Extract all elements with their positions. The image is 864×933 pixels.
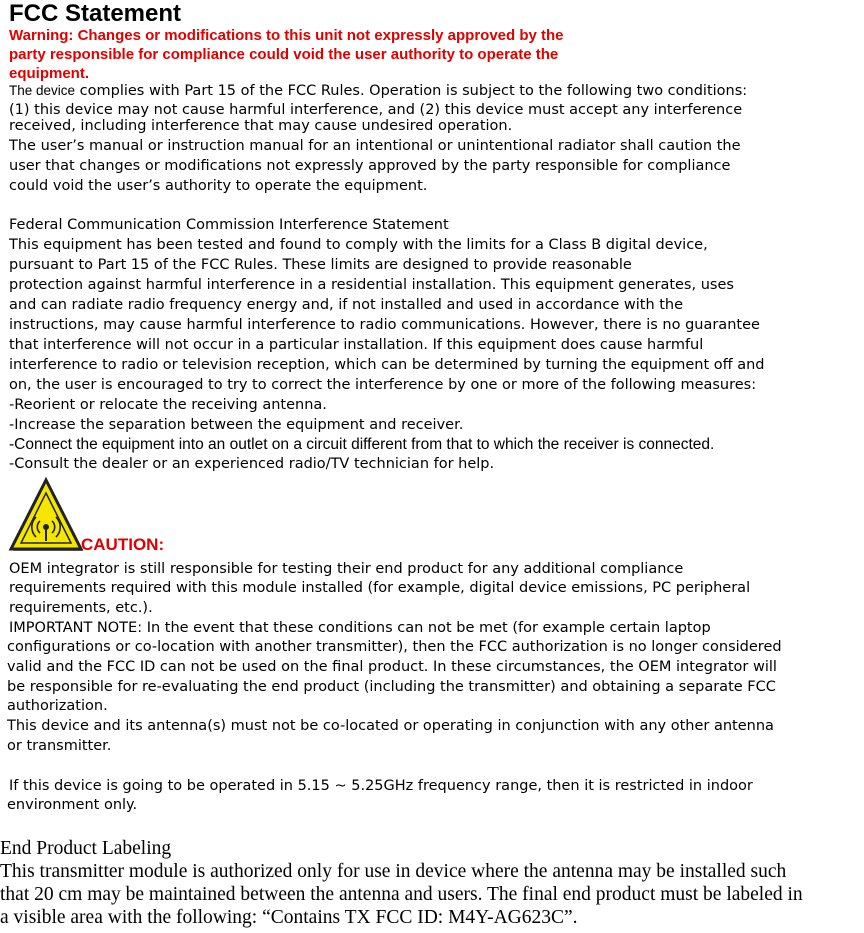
compliance-line-3: received, including interference that may cause undesired operation. <box>9 118 513 134</box>
caution-line-2: requirements required with this module installed (for example, digital device emissions, PC peripheral <box>9 580 751 596</box>
warning-line-2: party responsible for compliance could void the user authority to operate the <box>9 46 559 63</box>
compliance-line-6: could void the user’s authority to operate the equipment. <box>9 178 428 194</box>
interference-line-4: and can radiate radio frequency energy and, if not installed and used in accordance with the <box>9 297 684 313</box>
caution-label: CAUTION: <box>81 535 165 554</box>
interference-line-6: that interference will not occur in a particular installation. If this equipment does cause harmful <box>9 337 704 353</box>
measure-4: -Consult the dealer or an experienced radio/TV technician for help. <box>9 456 495 472</box>
measure-3: -Connect the equipment into an outlet on a circuit different from that to which the receiver is connected. <box>9 436 715 453</box>
measure-1: -Reorient or relocate the receiving antenna. <box>9 397 327 413</box>
caution-line-4: IMPORTANT NOTE: In the event that these conditions can not be met (for example certain laptop <box>9 620 711 636</box>
interference-line-2: pursuant to Part 15 of the FCC Rules. These limits are designed to provide reasonable <box>9 257 632 273</box>
warning-line-1: Warning: Changes or modifications to this unit not expressly approved by the <box>9 27 564 44</box>
compliance-line-2: (1) this device may not cause harmful interference, and (2) this device must accept any interference <box>9 102 743 118</box>
measure-2: -Increase the separation between the equipment and receiver. <box>9 417 464 433</box>
labeling-line-1: This transmitter module is authorized only for use in device where the antenna may be installed such <box>0 861 787 882</box>
frequency-line-2: environment only. <box>7 797 138 813</box>
caution-line-8: authorization. <box>7 698 108 714</box>
compliance-line-1 <box>9 83 747 99</box>
frequency-line-1: If this device is going to be operated in 5.15 ~ 5.25GHz frequency range, then it is restricted in indoor <box>9 778 753 794</box>
labeling-line-2: that 20 cm may be maintained between the antenna and users. The final end product must be labeled in <box>0 884 803 905</box>
fcc-statement-title: FCC Statement <box>9 0 182 27</box>
caution-line-3: requirements, etc.). <box>9 600 153 616</box>
labeling-heading: End Product Labeling <box>0 838 172 859</box>
interference-line-5: instructions, may cause harmful interference to radio communications. However, there is no guarantee <box>9 317 760 333</box>
caution-line-1: OEM integrator is still responsible for testing their end product for any additional compliance <box>9 561 684 577</box>
caution-line-6: valid and the FCC ID can not be used on the final product. In these circumstances, the OEM integrator will <box>7 659 777 675</box>
rf-radiation-warning-icon <box>7 477 85 553</box>
interference-heading: Federal Communication Commission Interference Statement <box>9 217 449 233</box>
caution-line-7: be responsible for re-evaluating the end product (including the transmitter) and obtaining a separate FCC <box>7 679 776 695</box>
interference-line-7: interference to radio or television reception, which can be determined by turning the equipment off and <box>9 357 765 373</box>
warning-line-3: equipment. <box>9 65 90 82</box>
caution-line-5: configurations or co-location with another transmitter), then the FCC authorization is no longer considered <box>7 639 782 655</box>
compliance-line-4: The user’s manual or instruction manual for an intentional or unintentional radiator shall caution the <box>9 138 741 154</box>
caution-line-10: or transmitter. <box>7 738 112 754</box>
interference-line-3: protection against harmful interference in a residential installation. This equipment generates, uses <box>9 277 734 293</box>
compliance-line-1-rest: complies with Part 15 of the FCC Rules. Operation is subject to the following two conditions: <box>75 83 748 99</box>
compliance-line-5: user that changes or modifications not expressly approved by the party responsible for compliance <box>9 158 731 174</box>
interference-line-1: This equipment has been tested and found to comply with the limits for a Class B digital device, <box>9 237 708 253</box>
labeling-line-3: a visible area with the following: “Contains TX FCC ID: M4Y-AG623C”. <box>0 907 578 928</box>
compliance-lead: The device <box>9 83 76 98</box>
caution-line-9: This device and its antenna(s) must not be co-located or operating in conjunction with any other antenna <box>7 718 774 734</box>
interference-line-8: on, the user is encouraged to try to correct the interference by one or more of the following measures: <box>9 377 757 393</box>
